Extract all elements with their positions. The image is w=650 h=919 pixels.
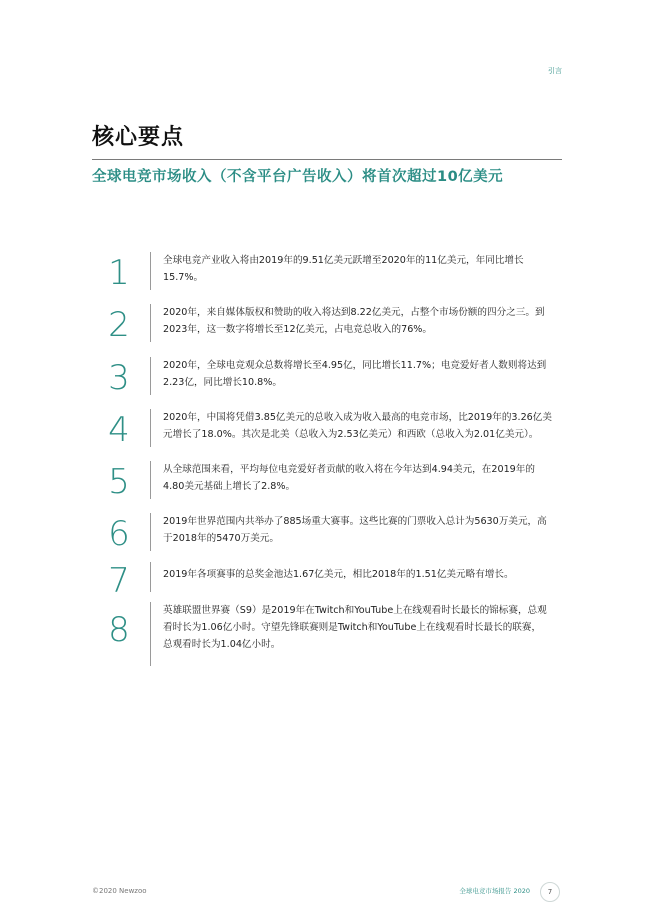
- point-divider: [150, 357, 151, 395]
- point-number: 1: [108, 253, 130, 293]
- point-number: 5: [108, 462, 130, 502]
- point-text: 全球电竞产业收入将由2019年的9.51亿美元跃增至2020年的11亿美元，年同比增长 15.7%。: [163, 255, 524, 283]
- point-divider: [150, 304, 151, 342]
- report-name: 全球电竞市场报告 2020: [459, 887, 530, 895]
- point-text: 2020年，全球电竞观众总数将增长至4.95亿，同比增长11.7%；电竞爱好者人数则将达到 2.23亿，同比增长10.8%。: [163, 360, 547, 388]
- point-divider: [150, 602, 151, 666]
- point-number: 8: [108, 610, 130, 650]
- point-number: 4: [108, 410, 130, 450]
- point-number: 2: [108, 305, 130, 345]
- point-number: 7: [108, 561, 130, 601]
- point-divider: [150, 461, 151, 499]
- point-number: 6: [108, 514, 130, 554]
- point-text: 2019年各项赛事的总奖金池达1.67亿美元，相比2018年的1.51亿美元略有增长。: [163, 569, 514, 580]
- point-text: 英雄联盟世界赛（S9）是2019年在Twitch和YouTube上在线观看时长最长的锦标赛，总观 看时长为1.06亿小时。守望先锋联赛则是Twitch和YouTube上在线观看时长最长的联赛， 总观看时长为1.04亿小时。: [163, 605, 547, 650]
- point-divider: [150, 252, 151, 290]
- title-divider: [92, 159, 562, 160]
- copyright: ©2020 Newzoo: [92, 887, 147, 895]
- subtitle: 全球电竞市场收入（不含平台广告收入）将首次超过10亿美元: [92, 169, 504, 185]
- section-tag: 引言: [548, 67, 562, 75]
- point-text: 2020年，来自媒体版权和赞助的收入将达到8.22亿美元，占整个市场份额的四分之三。到 2023年，这一数字将增长至12亿美元，占电竞总收入的76%。: [163, 307, 545, 335]
- point-divider: [150, 513, 151, 551]
- point-text: 从全球范围来看，平均每位电竞爱好者贡献的收入将在今年达到4.94美元，在2019年的 4.80美元基础上增长了2.8%。: [163, 464, 535, 492]
- page-number: 7: [540, 882, 560, 902]
- point-divider: [150, 562, 151, 592]
- point-text: 2019年世界范围内共举办了885场重大赛事。这些比赛的门票收入总计为5630万美元，高 于2018年的5470万美元。: [163, 516, 547, 544]
- point-divider: [150, 409, 151, 447]
- point-text: 2020年，中国将凭借3.85亿美元的总收入成为收入最高的电竞市场，比2019年的3.26亿美 元增长了18.0%。其次是北美（总收入为2.53亿美元）和西欧（总收入为2.01亿美元）。: [163, 412, 552, 440]
- point-number: 3: [108, 358, 130, 398]
- page-title: 核心要点: [92, 125, 185, 150]
